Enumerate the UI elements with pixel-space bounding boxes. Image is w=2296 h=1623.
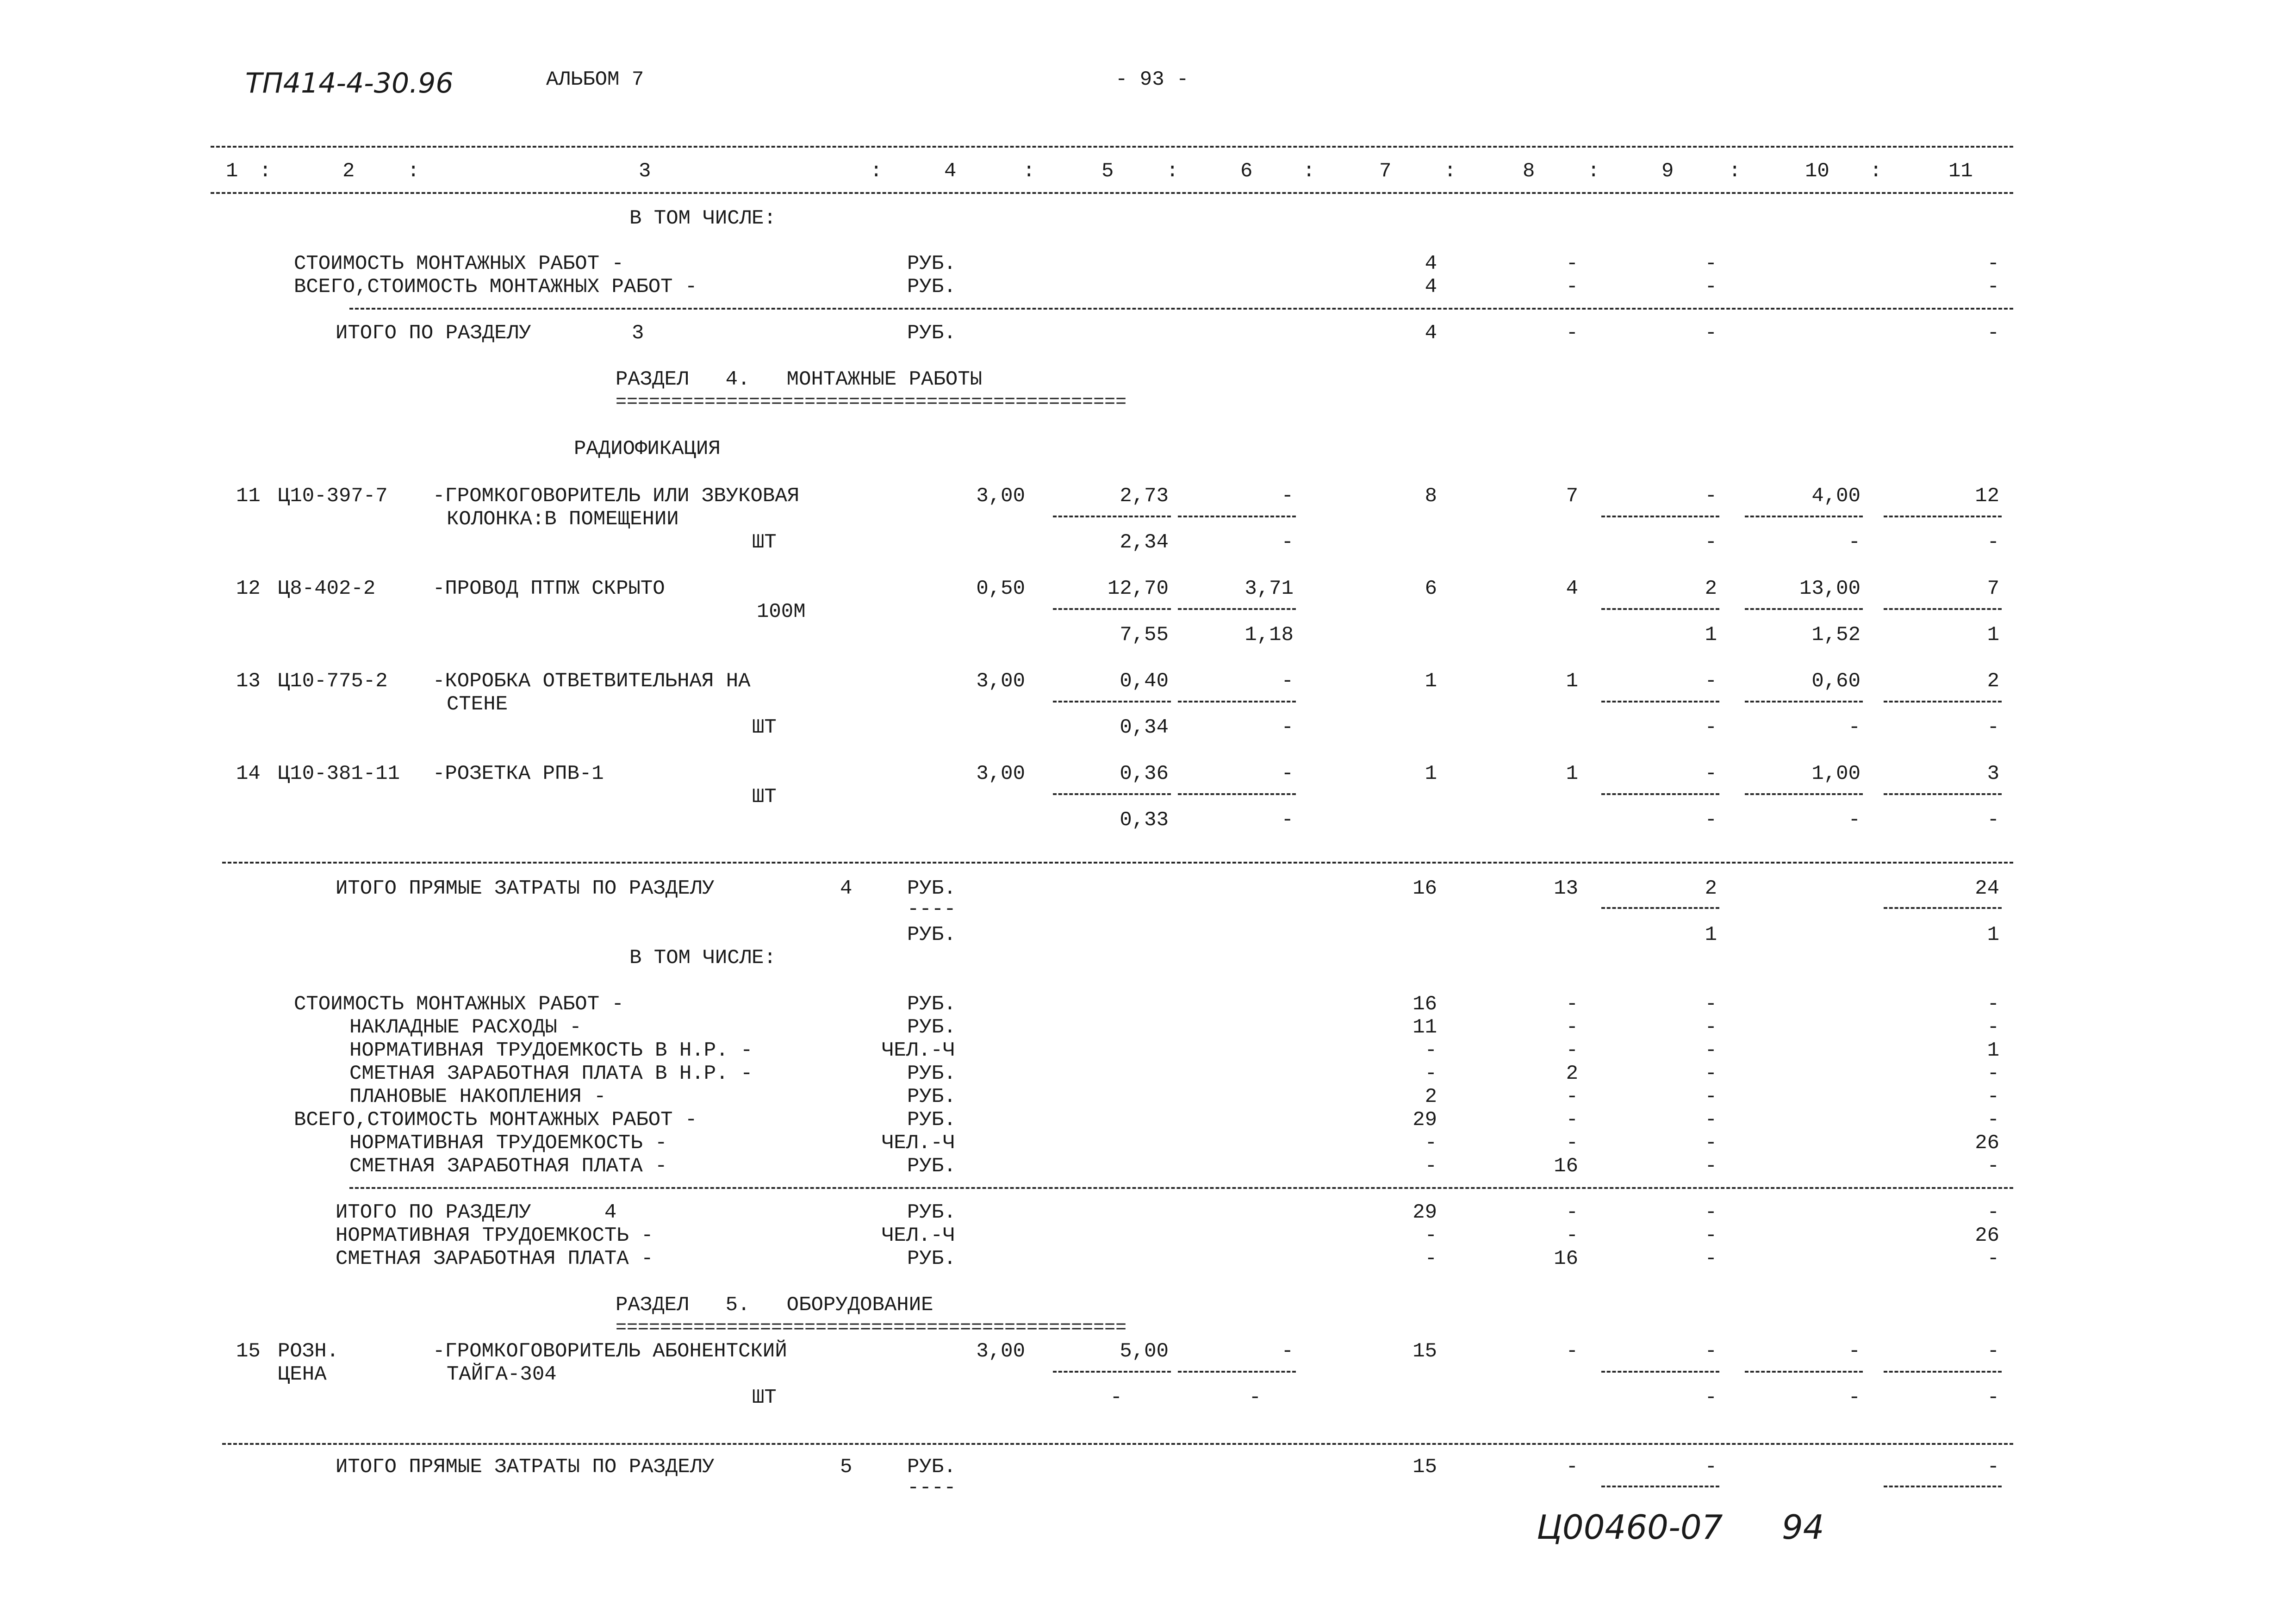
breakdown-row-8-unit: РУБ. — [907, 1155, 956, 1178]
breakdown-row-1-col8: - — [1566, 993, 1578, 1016]
breakdown-row-1-unit: РУБ. — [907, 993, 956, 1016]
item-11-subrule — [1745, 516, 1863, 517]
item-11-col7: 8 — [1425, 485, 1437, 508]
section4-total-row-3-col8: 16 — [1554, 1247, 1578, 1270]
section3-total-col8: - — [1566, 322, 1578, 345]
section4-direct-total-unit: РУБ. — [907, 877, 956, 900]
item-15-col5-sub: - — [1110, 1386, 1122, 1409]
section4-direct-total-rule — [1601, 907, 1719, 909]
section4-total-row-2-label: НОРМАТИВНАЯ ТРУДОЕМКОСТЬ - — [336, 1224, 653, 1247]
section4-direct-total-col7: 16 — [1412, 877, 1437, 900]
item-15-subrule — [1745, 1371, 1863, 1373]
section5-direct-total-number: 5 — [840, 1455, 852, 1479]
breakdown-row-5-col7: 2 — [1425, 1085, 1437, 1108]
item-11-col5-sub: 2,34 — [1120, 531, 1169, 554]
section5-direct-total-rule — [1884, 1486, 2002, 1487]
item-11-subrule — [1178, 516, 1296, 517]
item-11-number: 11 — [236, 485, 261, 508]
item-13-subrule — [1601, 701, 1719, 703]
section4-total-row-1-col8: - — [1566, 1201, 1578, 1224]
section3-total-col9: - — [1705, 322, 1717, 345]
section3-total-mounting-cost-col8: - — [1566, 275, 1578, 298]
section4-direct-total-col9-sub: 1 — [1705, 923, 1717, 946]
item-12-col6-sub: 1,18 — [1244, 623, 1294, 647]
item-15-col9: - — [1705, 1340, 1717, 1363]
item-12-subrule — [1601, 608, 1719, 610]
breakdown-row-1-col9: - — [1705, 993, 1717, 1016]
item-11-col6: - — [1281, 485, 1294, 508]
breakdown-row-5-col8: - — [1566, 1085, 1578, 1108]
section4-total-row-2-unit: ЧЕЛ.-Ч — [882, 1224, 955, 1247]
breakdown-row-1-col7: 16 — [1412, 993, 1437, 1016]
breakdown-row-4-col8: 2 — [1566, 1062, 1578, 1085]
item-13-col11-sub: - — [1987, 716, 1999, 739]
breakdown-row-4-col7: - — [1425, 1062, 1437, 1085]
section4-total-row-2-col8: - — [1566, 1224, 1578, 1247]
item-12-col11: 7 — [1987, 577, 1999, 600]
item-14-subrule — [1884, 793, 2002, 795]
section3-mounting-cost-unit: РУБ. — [907, 252, 956, 275]
breakdown-row-3-unit: ЧЕЛ.-Ч — [882, 1039, 955, 1062]
item-12-col7: 6 — [1425, 577, 1437, 600]
item-15-col11: - — [1987, 1340, 1999, 1363]
in-that-number-heading: В ТОМ ЧИСЛЕ: — [629, 207, 776, 230]
item-12-col6: 3,71 — [1244, 577, 1294, 600]
section4-total-row-1-col11: - — [1987, 1201, 1999, 1224]
section4-direct-total-col8: 13 — [1554, 877, 1578, 900]
section3-rule — [349, 308, 2013, 310]
item-13-col10-sub: - — [1848, 716, 1860, 739]
item-15-col9-sub: - — [1705, 1386, 1717, 1409]
item-14-col7: 1 — [1425, 762, 1437, 785]
section5-direct-total-rule — [1601, 1486, 1719, 1487]
column-header-6: 6 — [1240, 160, 1253, 183]
item-13-subrule — [1745, 701, 1863, 703]
item-15-name: -ГРОМКОГОВОРИТЕЛЬ АБОНЕНТСКИЙ — [433, 1340, 787, 1363]
breakdown-row-8-label: СМЕТНАЯ ЗАРАБОТНАЯ ПЛАТА - — [349, 1155, 667, 1178]
section4-total-row-3-col9: - — [1705, 1247, 1717, 1270]
breakdown-row-7-col9: - — [1705, 1132, 1717, 1155]
item-11-name-cont: КОЛОНКА:В ПОМЕЩЕНИИ — [447, 508, 679, 531]
item-15-col6: - — [1281, 1340, 1294, 1363]
breakdown-row-2-col7: 11 — [1412, 1016, 1437, 1039]
item-13-col8: 1 — [1566, 670, 1578, 693]
section4-direct-total-label: ИТОГО ПРЯМЫЕ ЗАТРАТЫ ПО РАЗДЕЛУ — [336, 877, 715, 900]
breakdown-row-5-label: ПЛАНОВЫЕ НАКОПЛЕНИЯ - — [349, 1085, 606, 1108]
item-15-col7: 15 — [1412, 1340, 1437, 1363]
breakdown-row-3-label: НОРМАТИВНАЯ ТРУДОЕМКОСТЬ В Н.Р. - — [349, 1039, 753, 1062]
item-13-subrule — [1053, 701, 1171, 703]
item-11-col10-sub: - — [1848, 531, 1860, 554]
item-13-unit: ШТ — [752, 716, 777, 739]
item-12-col5: 12,70 — [1107, 577, 1169, 600]
item-11-col11-sub: - — [1987, 531, 1999, 554]
item-14-col9-sub: - — [1705, 808, 1717, 832]
item-12-code: Ц8-402-2 — [278, 577, 376, 600]
breakdown-row-6-col8: - — [1566, 1108, 1578, 1132]
item-15-col11-sub: - — [1987, 1386, 1999, 1409]
album-label: АЛЬБОМ 7 — [546, 68, 644, 91]
breakdown-row-5-unit: РУБ. — [907, 1085, 956, 1108]
column-header-2: 2 — [342, 160, 355, 183]
breakdown-row-1-col11: - — [1987, 993, 1999, 1016]
column-separator: : — [1166, 160, 1179, 183]
section5-direct-total-col9: - — [1705, 1455, 1717, 1479]
item-13-col4: 3,00 — [976, 670, 1025, 693]
item-12-name: -ПРОВОД ПТПЖ СКРЫТО — [433, 577, 665, 600]
section4-direct-total-unit-dash: ---- — [907, 898, 956, 921]
column-header-rule — [211, 192, 2013, 194]
breakdown-row-1-label: СТОИМОСТЬ МОНТАЖНЫХ РАБОТ - — [294, 993, 624, 1016]
breakdown-row-8-col7: - — [1425, 1155, 1437, 1178]
column-separator: : — [1303, 160, 1315, 183]
breakdown-row-7-col7: - — [1425, 1132, 1437, 1155]
breakdown-row-6-unit: РУБ. — [907, 1108, 956, 1132]
section4-total-row-1-label: ИТОГО ПО РАЗДЕЛУ 4 — [336, 1201, 617, 1224]
breakdown-row-6-col9: - — [1705, 1108, 1717, 1132]
section4-title: РАЗДЕЛ 4. МОНТАЖНЫЕ РАБОТЫ — [616, 368, 983, 391]
section3-mounting-cost-col7: 4 — [1425, 252, 1437, 275]
item-15-subrule — [1601, 1371, 1719, 1373]
item-14-col10: 1,00 — [1811, 762, 1860, 785]
column-header-10: 10 — [1805, 160, 1829, 183]
item-15-col10: - — [1848, 1340, 1860, 1363]
item-13-subrule — [1178, 701, 1296, 703]
table-top-rule — [211, 146, 2013, 148]
item-14-subrule — [1178, 793, 1296, 795]
item-14-col5-sub: 0,33 — [1120, 808, 1169, 832]
item-15-number: 15 — [236, 1340, 261, 1363]
item-14-subrule — [1745, 793, 1863, 795]
item-12-col9: 2 — [1705, 577, 1717, 600]
section4-total-row-3-col11: - — [1987, 1247, 1999, 1270]
item-14-number: 14 — [236, 762, 261, 785]
section4-total-row-1-unit: РУБ. — [907, 1201, 956, 1224]
item-11-col9-sub: - — [1705, 531, 1717, 554]
column-separator: : — [1023, 160, 1035, 183]
breakdown-row-3-col8: - — [1566, 1039, 1578, 1062]
breakdown-row-2-col11: - — [1987, 1016, 1999, 1039]
column-header-8: 8 — [1523, 160, 1535, 183]
section5-direct-total-col11: - — [1987, 1455, 1999, 1479]
item-12-subrule — [1053, 608, 1171, 610]
breakdown-row-2-col9: - — [1705, 1016, 1717, 1039]
item-11-col5: 2,73 — [1120, 485, 1169, 508]
breakdown-row-3-col7: - — [1425, 1039, 1437, 1062]
item-12-number: 12 — [236, 577, 261, 600]
item-13-number: 13 — [236, 670, 261, 693]
item-12-col5-sub: 7,55 — [1120, 623, 1169, 647]
item-15-subrule — [1178, 1371, 1296, 1373]
breakdown-row-8-col9: - — [1705, 1155, 1717, 1178]
item-13-name-cont: СТЕНЕ — [447, 693, 508, 716]
item-13-col11: 2 — [1987, 670, 1999, 693]
section4-total-row-1-col9: - — [1705, 1201, 1717, 1224]
item-15-subrule — [1053, 1371, 1171, 1373]
column-header-5: 5 — [1101, 160, 1114, 183]
item-12-col4: 0,50 — [976, 577, 1025, 600]
section5-direct-total-unit-dash: ---- — [907, 1476, 956, 1499]
section3-total-unit: РУБ. — [907, 322, 956, 345]
column-separator: : — [1870, 160, 1882, 183]
section4-direct-total-col11: 24 — [1975, 877, 1999, 900]
item-14-name: -РОЗЕТКА РПВ-1 — [433, 762, 604, 785]
breakdown-row-8-col11: - — [1987, 1155, 1999, 1178]
item-11-name: -ГРОМКОГОВОРИТЕЛЬ ИЛИ ЗВУКОВАЯ — [433, 485, 800, 508]
item-14-col6-sub: - — [1281, 808, 1294, 832]
section4-items-rule — [222, 862, 2013, 864]
item-15-col4: 3,00 — [976, 1340, 1025, 1363]
item-12-subrule — [1178, 608, 1296, 610]
item-15-name-cont: ТАЙГА-304 — [447, 1363, 557, 1386]
breakdown-row-4-col11: - — [1987, 1062, 1999, 1085]
section5-items-rule — [222, 1443, 2013, 1445]
item-14-col11-sub: - — [1987, 808, 1999, 832]
item-13-col9: - — [1705, 670, 1717, 693]
item-14-subrule — [1053, 793, 1171, 795]
section4-total-row-3-label: СМЕТНАЯ ЗАРАБОТНАЯ ПЛАТА - — [336, 1247, 653, 1270]
column-header-1: 1 — [226, 160, 238, 183]
item-14-subrule — [1601, 793, 1719, 795]
section3-mounting-cost-col9: - — [1705, 252, 1717, 275]
column-separator: : — [259, 160, 272, 183]
section3-mounting-cost-col8: - — [1566, 252, 1578, 275]
breakdown-row-8-col8: 16 — [1554, 1155, 1578, 1178]
section5-title: РАЗДЕЛ 5. ОБОРУДОВАНИЕ — [616, 1293, 933, 1317]
section3-total-label: ИТОГО ПО РАЗДЕЛУ — [336, 322, 531, 345]
section4-total-row-3-unit: РУБ. — [907, 1247, 956, 1270]
section3-total-mounting-cost-col11: - — [1987, 275, 1999, 298]
section4-direct-total-rule — [1884, 907, 2002, 909]
item-11-unit: ШТ — [752, 531, 777, 554]
item-13-name: -КОРОБКА ОТВЕТВИТЕЛЬНАЯ НА — [433, 670, 751, 693]
item-11-subrule — [1601, 516, 1719, 517]
item-15-col6-sub: - — [1249, 1386, 1261, 1409]
column-separator: : — [1587, 160, 1600, 183]
item-14-col5: 0,36 — [1120, 762, 1169, 785]
section5-title-underline: ============================================== — [616, 1318, 1127, 1338]
subsection-radiofication: РАДИОФИКАЦИЯ — [574, 437, 721, 460]
column-header-11: 11 — [1948, 160, 1973, 183]
item-14-unit: ШТ — [752, 785, 777, 808]
document-code: ТП414-4-30.96 — [245, 67, 454, 99]
item-14-col6: - — [1281, 762, 1294, 785]
breakdown-row-2-label: НАКЛАДНЫЕ РАСХОДЫ - — [349, 1016, 582, 1039]
breakdown-row-3-col11: 1 — [1987, 1039, 1999, 1062]
item-13-col5-sub: 0,34 — [1120, 716, 1169, 739]
item-15-subrule — [1884, 1371, 2002, 1373]
item-11-col4: 3,00 — [976, 485, 1025, 508]
stamp-code: Ц00460-07 — [1537, 1508, 1723, 1547]
item-12-col10: 13,00 — [1799, 577, 1860, 600]
section3-mounting-cost-col11: - — [1987, 252, 1999, 275]
section4-direct-total-unit2: РУБ. — [907, 923, 956, 946]
stamp-sheet-number: 94 — [1782, 1508, 1824, 1547]
section3-total-mounting-cost-label: ВСЕГО,СТОИМОСТЬ МОНТАЖНЫХ РАБОТ - — [294, 275, 697, 298]
breakdown-row-6-label: ВСЕГО,СТОИМОСТЬ МОНТАЖНЫХ РАБОТ - — [294, 1108, 697, 1132]
section4-direct-total-col9: 2 — [1705, 877, 1717, 900]
item-15-code-cont: ЦЕНА — [278, 1363, 327, 1386]
item-13-subrule — [1884, 701, 2002, 703]
section3-total-number: 3 — [632, 322, 644, 345]
item-13-col6: - — [1281, 670, 1294, 693]
item-12-col9-sub: 1 — [1705, 623, 1717, 647]
item-14-col8: 1 — [1566, 762, 1578, 785]
item-14-col11: 3 — [1987, 762, 1999, 785]
section5-direct-total-col7: 15 — [1412, 1455, 1437, 1479]
column-header-7: 7 — [1379, 160, 1392, 183]
item-14-col10-sub: - — [1848, 808, 1860, 832]
item-11-col9: - — [1705, 485, 1717, 508]
item-15-col5: 5,00 — [1120, 1340, 1169, 1363]
breakdown-row-2-col8: - — [1566, 1016, 1578, 1039]
section3-total-col11: - — [1987, 322, 1999, 345]
breakdown-row-3-col9: - — [1705, 1039, 1717, 1062]
item-11-col6-sub: - — [1281, 531, 1294, 554]
section4-breakdown-rule — [349, 1187, 2013, 1189]
breakdown-row-6-col7: 29 — [1412, 1108, 1437, 1132]
item-14-col9: - — [1705, 762, 1717, 785]
item-12-unit: 100М — [757, 600, 806, 623]
section3-total-mounting-cost-col7: 4 — [1425, 275, 1437, 298]
breakdown-row-4-unit: РУБ. — [907, 1062, 956, 1085]
section4-total-row-2-col11: 26 — [1975, 1224, 1999, 1247]
breakdown-row-5-col11: - — [1987, 1085, 1999, 1108]
item-15-col8: - — [1566, 1340, 1578, 1363]
column-separator: : — [407, 160, 420, 183]
section5-direct-total-unit: РУБ. — [907, 1455, 956, 1479]
section3-total-mounting-cost-unit: РУБ. — [907, 275, 956, 298]
section4-total-row-3-col7: - — [1425, 1247, 1437, 1270]
breakdown-row-7-col8: - — [1566, 1132, 1578, 1155]
breakdown-row-4-col9: - — [1705, 1062, 1717, 1085]
section3-mounting-cost-label: СТОИМОСТЬ МОНТАЖНЫХ РАБОТ - — [294, 252, 624, 275]
section4-direct-total-number: 4 — [840, 877, 852, 900]
item-11-col10: 4,00 — [1811, 485, 1860, 508]
item-13-col6-sub: - — [1281, 716, 1294, 739]
item-12-subrule — [1745, 608, 1863, 610]
column-separator: : — [870, 160, 883, 183]
section5-direct-total-col8: - — [1566, 1455, 1578, 1479]
item-14-code: Ц10-381-11 — [278, 762, 400, 785]
section4-title-underline: ============================================== — [616, 392, 1127, 413]
item-11-code: Ц10-397-7 — [278, 485, 388, 508]
item-15-unit: ШТ — [752, 1386, 777, 1409]
item-12-col11-sub: 1 — [1987, 623, 1999, 647]
item-13-col9-sub: - — [1705, 716, 1717, 739]
item-11-col11: 12 — [1975, 485, 1999, 508]
column-header-4: 4 — [944, 160, 957, 183]
item-11-subrule — [1053, 516, 1171, 517]
section3-total-mounting-cost-col9: - — [1705, 275, 1717, 298]
section4-total-row-2-col9: - — [1705, 1224, 1717, 1247]
item-15-col10-sub: - — [1848, 1386, 1860, 1409]
breakdown-row-7-unit: ЧЕЛ.-Ч — [882, 1132, 955, 1155]
item-13-col5: 0,40 — [1120, 670, 1169, 693]
section5-direct-total-label: ИТОГО ПРЯМЫЕ ЗАТРАТЫ ПО РАЗДЕЛУ — [336, 1455, 715, 1479]
item-12-subrule — [1884, 608, 2002, 610]
breakdown-row-4-label: СМЕТНАЯ ЗАРАБОТНАЯ ПЛАТА В Н.Р. - — [349, 1062, 753, 1085]
item-13-col10: 0,60 — [1811, 670, 1860, 693]
section4-in-that-number: В ТОМ ЧИСЛЕ: — [629, 946, 776, 970]
page-number: - 93 - — [1115, 68, 1189, 91]
item-11-subrule — [1884, 516, 2002, 517]
column-separator: : — [1444, 160, 1456, 183]
breakdown-row-2-unit: РУБ. — [907, 1016, 956, 1039]
item-12-col8: 4 — [1566, 577, 1578, 600]
section4-direct-total-col11-sub: 1 — [1987, 923, 1999, 946]
section4-total-row-1-col7: 29 — [1412, 1201, 1437, 1224]
breakdown-row-7-label: НОРМАТИВНАЯ ТРУДОЕМКОСТЬ - — [349, 1132, 667, 1155]
item-12-col10-sub: 1,52 — [1811, 623, 1860, 647]
section4-total-row-2-col7: - — [1425, 1224, 1437, 1247]
section3-total-col7: 4 — [1425, 322, 1437, 345]
item-15-code: РОЗН. — [278, 1340, 339, 1363]
breakdown-row-7-col11: 26 — [1975, 1132, 1999, 1155]
item-14-col4: 3,00 — [976, 762, 1025, 785]
item-13-code: Ц10-775-2 — [278, 670, 388, 693]
breakdown-row-6-col11: - — [1987, 1108, 1999, 1132]
column-header-9: 9 — [1661, 160, 1674, 183]
breakdown-row-5-col9: - — [1705, 1085, 1717, 1108]
column-header-3: 3 — [639, 160, 651, 183]
item-11-col8: 7 — [1566, 485, 1578, 508]
item-13-col7: 1 — [1425, 670, 1437, 693]
column-separator: : — [1729, 160, 1741, 183]
